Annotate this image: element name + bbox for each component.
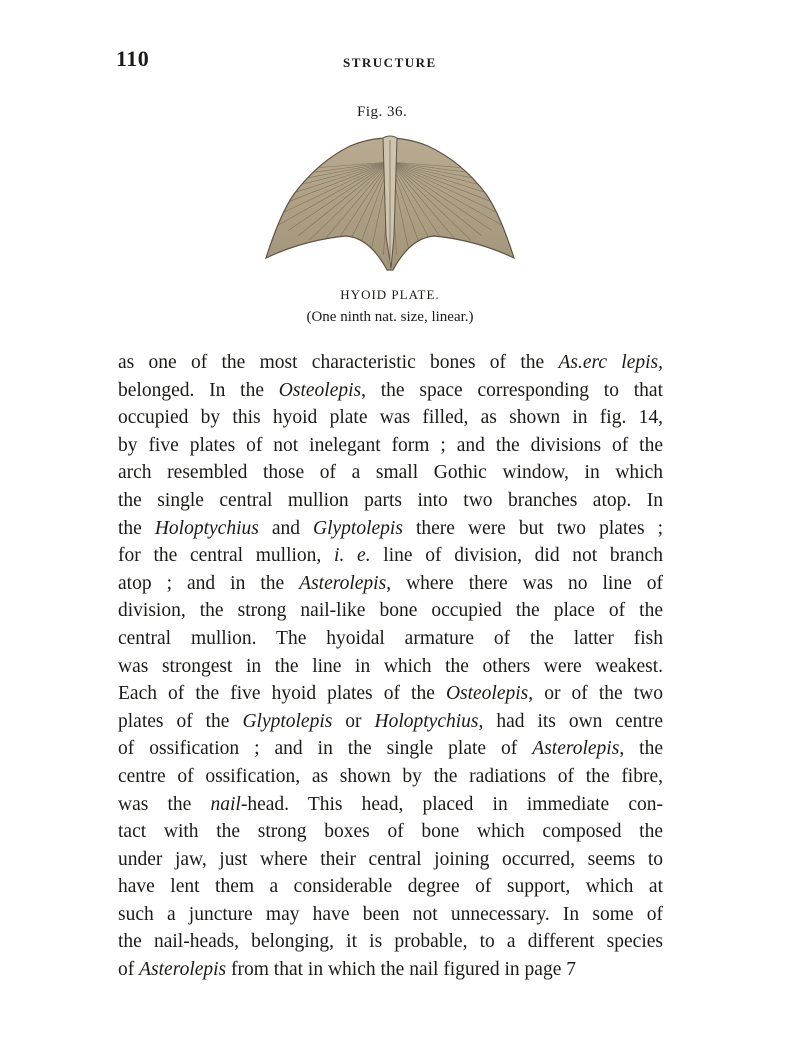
running-head: STRUCTURE — [343, 55, 437, 70]
text-run: division, the strong nail-like bone occupied the place of the — [118, 600, 663, 622]
text-run: there were but two plates ; — [402, 517, 663, 539]
italic-run: Asterolepis — [139, 959, 227, 981]
text-run: atop ; and in the — [118, 572, 300, 594]
text-run: Each of the five hyoid plates of the — [118, 683, 446, 705]
text-run: the single central mullion parts into two branches atop. In — [118, 489, 663, 511]
text-run: occupied by this hyoid plate was filled, as shown in fig. 14, — [118, 407, 663, 429]
italic-run: Osteolepis — [445, 683, 529, 705]
text-run: , or of the two — [528, 683, 664, 705]
text-run: , the — [619, 738, 663, 760]
italic-run: As.erc lepis, — [558, 352, 663, 373]
text-line — [118, 680, 663, 708]
italic-run: i. e. — [334, 545, 371, 567]
italic-run: Holoptychius — [374, 710, 479, 732]
text-line — [118, 763, 663, 791]
italic-run: Osteolepis — [278, 379, 362, 401]
text-run: such a juncture may have been not unnecessary. In some of — [118, 903, 663, 925]
text-run: arch resembled those of a small Gothic window, in which — [118, 462, 663, 484]
figure-label: Fig. 36. — [357, 104, 408, 120]
text-run: , the space corresponding to that — [361, 379, 663, 401]
text-run: -head. This head, placed in immediate con- — [240, 793, 663, 815]
text-line — [118, 735, 663, 763]
text-run: for the central mullion, — [118, 545, 335, 567]
text-line — [118, 570, 663, 598]
text-run: of ossification ; and in the single plate of — [118, 738, 533, 760]
italic-run: Holoptychius — [154, 517, 259, 539]
text-line — [118, 625, 663, 653]
text-run: the — [118, 517, 155, 539]
figure-caption-title: HYOID PLATE. — [340, 287, 440, 302]
text-line — [118, 653, 663, 681]
text-run: belonged. In the — [118, 379, 279, 401]
text-line — [118, 956, 663, 984]
text-line — [118, 873, 663, 901]
text-line — [118, 708, 663, 736]
text-line — [118, 404, 663, 432]
text-run: central mullion. The hyoidal armature of the latter fish — [118, 627, 663, 649]
text-run: the nail-heads, belonging, it is probable, to a different species — [118, 931, 663, 953]
text-run: plates of the — [118, 710, 243, 732]
text-line — [118, 791, 663, 819]
text-line — [118, 349, 663, 377]
text-line — [118, 487, 663, 515]
text-run: was the — [118, 793, 211, 815]
text-line — [118, 459, 663, 487]
text-run: from that in which the nail figured in page 7 — [226, 959, 576, 981]
text-run: line of division, did not branch — [370, 545, 663, 567]
page-number: 110 — [116, 46, 150, 71]
text-line — [118, 432, 663, 460]
text-run: , where there was no line of — [386, 572, 663, 594]
italic-run: Asterolepis — [532, 738, 620, 760]
text-line — [118, 928, 663, 956]
hyoid-plate-illustration — [262, 132, 518, 274]
text-run: by five plates of not inelegant form ; and the divisions of the — [118, 434, 663, 456]
text-run: and — [258, 517, 314, 539]
text-run: under jaw, just where their central joining occurred, seems to — [118, 848, 663, 870]
body-text — [118, 349, 663, 984]
text-run: tact with the strong boxes of bone which composed the — [118, 821, 663, 843]
text-run: , had its own centre — [478, 710, 663, 732]
text-line — [118, 515, 663, 543]
text-line — [118, 377, 663, 405]
italic-run: nail — [210, 793, 241, 815]
text-line — [118, 597, 663, 625]
text-line — [118, 901, 663, 929]
italic-run: Glyptolepis — [313, 517, 403, 539]
text-line — [118, 542, 663, 570]
italic-run: Glyptolepis — [242, 710, 333, 732]
figure-caption-subtitle: (One ninth nat. size, linear.) — [306, 309, 474, 325]
text-run: or — [332, 710, 375, 732]
text-line — [118, 846, 663, 874]
text-run: was strongest in the line in which the others were weakest. — [118, 655, 663, 677]
text-run: have lent them a considerable degree of support, which at — [118, 876, 663, 898]
hyoid-plate-engraving — [262, 132, 518, 274]
text-run: centre of ossification, as shown by the radiations of the fibre, — [118, 765, 663, 787]
text-run: of — [118, 959, 140, 981]
text-run: as one of the most characteristic bones of the — [118, 352, 559, 373]
text-line — [118, 818, 663, 846]
italic-run: Asterolepis — [299, 572, 387, 594]
